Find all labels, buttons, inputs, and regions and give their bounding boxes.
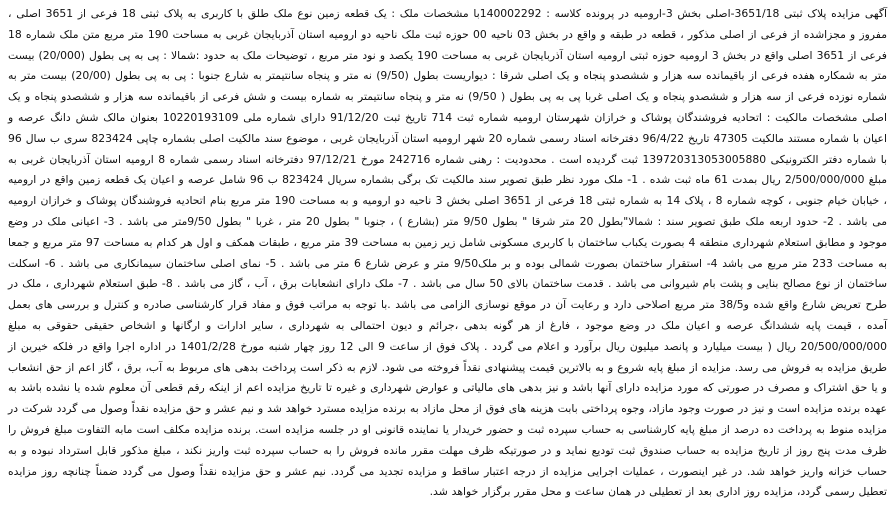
- auction-notice-text: آگهی مزایده پلاک ثبتی 3651/18-اصلی بخش 3-ارومیه در پرونده کلاسه : 140002292با مشخصات ملک : یک قطعه زمین نوع ملک طلق با کاربری به پلاک ثبتی 18 فرعی از 3651 اصلی ، مفروز و مجزاشده از فرعی از اصلی مذکور ، قطعه در طبقه و واقع در بخش 03 ناحیه 00 حوزه ثبت ملک ناحیه دو ارومیه استان آذربایجان غربی به مساحت 190 متر مربع متن ملک شماره 18 فرعی از 3651 اصلی واقع در بخش 3 ارومیه حوزه ثبتی ارومیه استان آذربایجان غربی به مساحت 190 یکصد و نود متر مربع ، توضیحات ملک به حدود :شمالا : پی به پی بطول (20/000) بیست متر به شمکاره هفده فرعی از باقیمانده سه هزار و ششصدو پنجاه و یک اصلی شرقا : دیواریست بطول (9/50) نه متر و پنجاه سانتیمتر به شارع جنوبا : پی به پی بطول (20/00) بیست متر به شماره نوزده فرعی از سه هزار و ششصدو پنجاه و یک اصلی غربا پی به پی بطول ( 9/50) نه متر و پنجاه سانتیمتر به شماره بیست و شش فرعی از باقیمانده سه هزار و ششصدو پنجاه و یک اصلی مشخصات مالکیت : اتحادیه فروشندگان پوشاک و خرازان شهرستان ارومیه شماره ثبت 714 تاریخ ثبت 91/12/20 دارای شماره ملی 10220193109 بعنوان مالک شش دانگ عرصه و اعیان با شماره مستند مالکیت 47305 تاریخ 96/4/22 دفترخانه اسناد رسمی شماره 20 شهر ارومیه استان آذربایجان غربی ، موضوع سند مالکیت اصلی بشماره چاپی 823424 سری ب سال 96 با شماره دفتر الکترونیکی 139720313053005880 ثبت گردیده است . محدودیت : رهنی شماره 242716 مورخ 97/12/21 دفترخانه اسناد رسمی شماره 8 ارومیه استان آذربایجان غربی به مبلغ 2/500/000/000 ریال بمدت 61 ماه ثبت شده . 1- ملک مورد نظر طبق تصویر سند مالکیت تک برگی بشماره سریال 823424 ب 96 شامل عرصه و اعیان یک قطعه زمین واقع در ارومیه ، خیابان خیام جنوبی ، کوچه شماره 8 ، پلاک 14 به شماره ثبتی 18 فرعی از 3651 اصلی بخش 3 ناحیه دو ارومیه و به مساحت 190 متر مربع بنام اتحادیه فروشندگان پوشاک و خرازان ارومیه می باشد . 2- حدود اربعه ملک طبق تصویر سند : شمالا"بطول 20 متر شرقا " بطول 9/50 متر (بشارع ) ، جنوبا " بطول 20 متر ، غربا " بطول 9/50متر می باشد . 3- اعیانی ملک در وضع موجود و مطابق استعلام شهرداری منطقه 4 بصورت یکباب ساختمان با کاربری مسکونی شامل زیر زمین به مساحت 39 متر مربع ، طبقات همکف و اول هر کدام به مساحت 97 متر مربع و جمعا به مساحت 233 متر مربع می باشد 4- استقرار ساختمان بصورت شمالی بوده و بر ملک9/50 متر و عرض شارع 6 متر می باشد . 5- نمای اصلی ساختمان سیمانکاری می باشد . 6- اسکلت ساختمان از نوع مصالح بنایی و پشت بام شیروانی می باشد . قدمت ساختمان بالای 50 سال می باشد . 7- ملک دارای انشعابات برق ، آب ، گاز می باشد . 8- طبق استعلام شهرداری ، ملک در طرح تعریض شارع واقع شده و38/5 متر مربع اصلاحی دارد و رعایت آن در موقع نوسازی الزامی می باشد .با توجه به مراتب فوق و مفاد قرار کارشناسی صادره و کنترل و بررسی های بعمل آمده ، قیمت پایه ششدانگ عرصه و اعیان ملک در وضع موجود ، فارغ از هر گونه بدهی ،جرائم و دیون احتمالی به شهرداری ، سایر ادارات و ارگانها و اشخاص حقیقی حقوقی به مبلغ 20/500/000/000 ریال ( بیست میلیارد و پانصد میلیون ریال برآورد و اعلام می گردد . پلاک فوق از ساعت 9 الی 12 روز چهار شنبه مورخ 1401/2/28 در اداره اجرا واقع در فلکه خیرین از طریق مزایده به فروش می رسد. مزایده از مبلغ پایه شروع و به بالاترین قیمت پیشنهادی نقداً فروخته می شود. لازم به ذکر است پرداخت بدهی های مربوط به آب، برق ، گاز اعم از حق انشعاب و یا حق اشتراک و مصرف در صورتی که مورد مزایده دارای آنها باشد و نیز بدهی های مالیاتی و عوارض شهرداری و غیره تا تاریخ مزایده اعم از اینکه رقم قطعی آن معلوم شده یا نشده باشد به عهده برنده مزایده است و نیز در صورت وجود مازاد، وجوه پرداختی بابت هزینه های فوق از محل مازاد به برنده مزایده مسترد خواهد شد و نیم عشر و حق مزایده نقداً وصول می گردد شرکت در مزایده منوط به پرداخت ده درصد از مبلغ پایه کارشناسی به حساب سپرده ثبت و حضور خریدار یا نماینده قانونی او در جلسه مزایده است. برنده مزایده مکلف است مابه التفاوت مبلغ فروش را ظرف مدت پنج روز از تاریخ مزایده به حساب صندوق ثبت تودیع نماید و در صورتیکه ظرف مهلت مقرر مانده فروش را به حساب سپرده ثبت واریز نکند ، مبلغ مذکور قابل استرداد نبوده و به حساب خزانه واریز خواهد شد. در غیر اینصورت ، عملیات اجرایی مزایده از درجه اعتبار ساقط و مزایده تجدید می گردد. نیم عشر و حق مزایده نقداً وصول می گردد ضمناً چنانچه روز مزایده تعطیل رسمی گردد، مزایده روز اداری بعد از تعطیلی در همان ساعت و محل مقرر برگزار خواهد شد.: [8, 7, 888, 499]
